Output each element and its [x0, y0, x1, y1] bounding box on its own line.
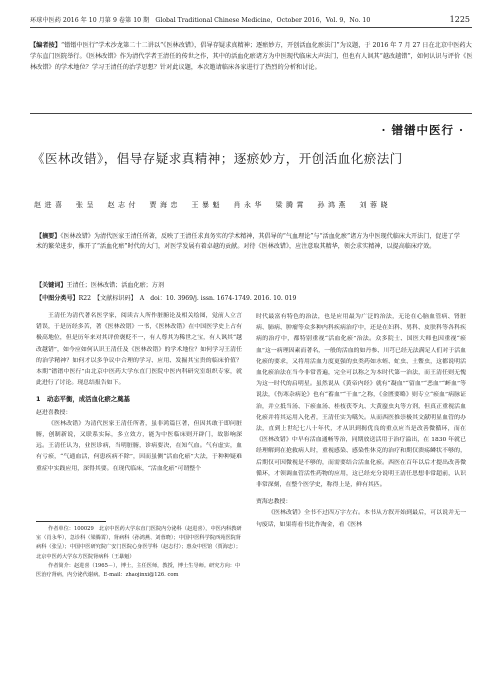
abstract	[36, 232, 462, 253]
footnote-author-info: 作者简介：赵进喜（1965－），博士，主任医师，教授，博士生导师。研究方向：中医治疗肾病，内分泌代谢病。E-mail：zhaojinxi@126. com	[36, 562, 241, 579]
body-paragraph: 时代最富有特色的治法，也是应用最为广泛的治法，无论在心脑血管病、肾脏病、肺病、肿瘤等众多种内科疾病治疗中，还是在妇科、男科、皮肤科等各科疾病的治疗中，都特别重视“活血化瘀”治法。众多院士、国医大师也因重视“瘀血”这一病理因素而著名，一般的活血的如丹参、川芎已经无法满足人们对于活血化瘀的要求，又将用活血力度更强的虫类药如水蛭、虻虫、土鳖虫，这都说明活血化瘀治法在当今非常普遍，完全可以称之为本时代第一治法，而王清任则无愧为这一时代的启明星。虽然说从《黄帝内经》就有“凝血”“留血”“恶血”“衃血”等说法，《伤寒杂病论》也有“蓄血”“干血”之称，《金匮要略》则专立“瘀血”病脉证治，并立抵当汤、下瘀血汤、桂枝茯苓丸、大黄䗪虫丸等方剂，但真正重视活血化瘀并将其运用入化者，王清任实为嚆矢。从而西医推崇极其文献明显血管的办法，直到上世纪七八十年代，才从识到揭优良的重点应当是改善微循环，而在《医林改错》中早有活血通畅等治，同期放送活用于治疗溢出，在 1830 年就已经理解到在抢救病人时，重视感染、感染性休克的治疗和期仅溃疡鳞状不够的，后期仅可因微视是不够的，而需要结合活血化瘀。西医在百年以后才提出改善微循环，才领调血管活性药物的应用，这已经充分说明王清任思想非常超前，认识非常深刻，在整个医学史，称得上是，鲜有其匹。	[256, 314, 466, 489]
footnote-affiliations: 作者单位：100029 北京中医药大学东直门医院内分泌科（赵进喜），中医内科教研室（肖永华），急诊科（梁腾霄），肾病科（孙鸿燕、刘蓉晓）；中国中医科学院西苑医院肾病科（张呈）；中国中医研究院广安门医院心身医学科（赵志付）；惠众中医馆（贾海忠）；北京中医药大学东方医院肾病科（王暴魁）	[36, 526, 242, 560]
header-rule	[30, 27, 472, 28]
classification	[36, 293, 462, 302]
right-column	[256, 312, 466, 531]
page-number: 1225	[449, 15, 470, 24]
editor-note-rule	[30, 113, 472, 114]
editor-note-text: “镨镨中医行”学术沙龙第二十二讲以“《医林改错》，倡导存疑求真精神；逐瘀妙方，开创活血化瘀法门”为议题，于 2016 年 7 月 27 日在北京中医药大学东直门医院举行。《医林改错》作为清代学者王清任的传世之作，其中的活血化瘀诸方为中医现代临床大声法门，但也有人讽其“越改越错”，如何认识与评价《医林改错》的学术地位？学习王清任的治学思想？针对此议题，本次邀请临床各家进行了热烈的分析和讨论。	[30, 42, 473, 71]
keywords	[36, 280, 462, 289]
speaker-name: 赵进喜教授：	[36, 409, 72, 416]
clc-label: 【中图分类号】	[36, 295, 79, 302]
keywords-text: 王清任；医林改错；活血化瘀；方剂	[66, 282, 164, 289]
left-column	[36, 311, 242, 475]
speaker-name: 贾海忠教授：	[256, 499, 292, 506]
column-name: · 镨镨中医行 ·	[381, 123, 464, 137]
abstract-label: 【摘要】	[36, 233, 61, 240]
body-paragraph: 《医林改错》为清代医家王清任所著，虽非鸿篇巨著，但因其敢于即问脏腑，创制新说，又联系实际，多立效方，能为中医临床则开辟门，故影响深远。王清任认为，业医诊病，当明脏腑，诊病要决，在知气血。气有虚实，血有亏瘀，“气通血活，何患疾病不除”，因而虽侧“活血化瘀”大法，于种种疑难重症中实践应用，深得其要。在现代临床，“活血化瘀”可谓整个	[36, 420, 242, 472]
running-head: 环球中医药 2016 年 10 月第 9 卷第 10 期 Global Traditional Chinese Medicine，October 2016，Vol. 9，No. 10	[30, 17, 371, 24]
intro-paragraph: 王清任为清代著名医学家，阅读古人所作脏腑论及相关绘图，觉前人立言错误，于是历经多苦，著《医林改错》一书，《医林改错》在中国医学史上占有极高地位，但是历年来对其评价褒贬不一，有人尊其为稀世之宝，有人讽其“越改越错”，如今应如何认识王清任及《医林改错》的学术地位？如何学习王清任的治学精神？如何才以多争议中合理的学习、应用、发掘其宝贵的临床价值？本期“镨镨中医行”由北京中医药大学东直门医院中医内科研究室组织专家，就此进行了讨论。现总结报告如下。	[36, 313, 242, 387]
section-heading: 1 动态平衡，成活血化瘀之奠基	[36, 395, 130, 404]
article-title: 《医林改错》，倡导存疑求真精神；逐瘀妙方，开创活血化瘀法门	[32, 151, 403, 166]
abstract-text: 《医林改错》为清代医家王清任所著，反映了王清任求真务实的学术精神，其倡导的“气血理论”与“活血化瘀”诸方为中医现代临床大开法门，促进了学术的繁荣进步，推开了“活血化瘀”时代的大门，对医学发展有着卓越的贡献。对待《医林改错》，应注意取其精华，领会求实精神，以提高临床疗效。	[36, 233, 460, 251]
footnote-rule	[36, 521, 106, 522]
clc-text: R22 【文献标识码】 A doi：10. 3969/j. issn. 1674-1749. 2016. 10. 019	[78, 295, 297, 302]
author-list: 赵进喜 张呈 赵志付 贾海忠 王暴魁 肖永华 梁腾霄 孙鸿燕 刘蓉晓	[34, 201, 391, 209]
keywords-label: 【关键词】	[36, 282, 67, 289]
footnote	[36, 525, 242, 580]
editor-note	[30, 41, 476, 73]
body-paragraph: 《医林改错》全书不过四万字左右。本书从方叙开始到最后，可以说并无一句废话，如果将看书比作淘金，看《医林	[256, 510, 466, 528]
editor-note-label: 【编者按】	[30, 42, 61, 49]
